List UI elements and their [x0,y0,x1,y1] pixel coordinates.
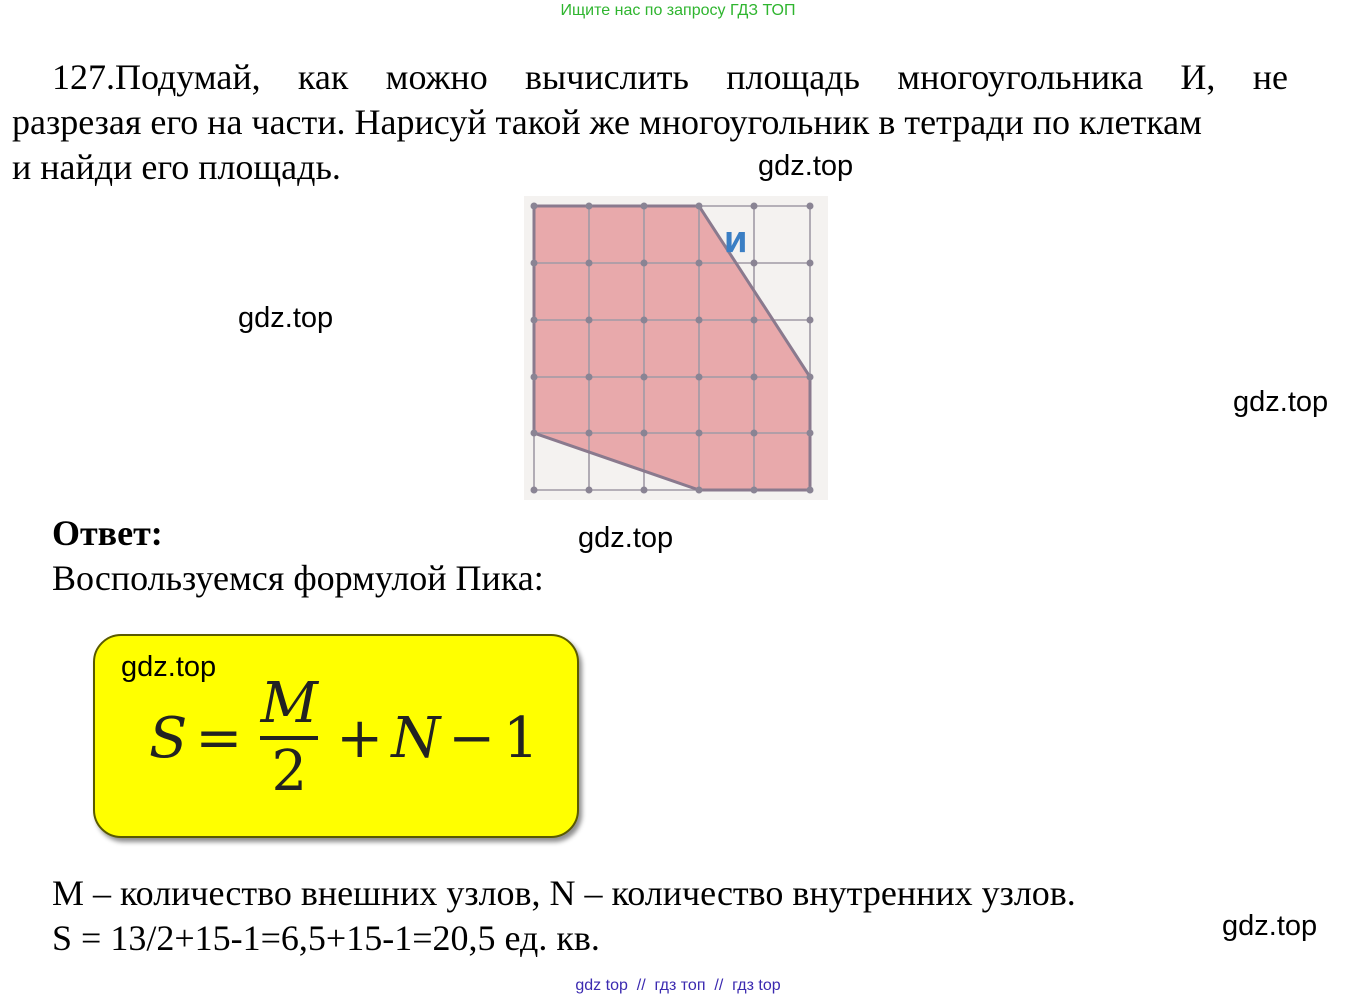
problem-word: И, [1180,57,1216,97]
grid-node [641,203,648,210]
formula-fraction [260,672,318,804]
grid-node [641,487,648,494]
watermark: gdz.top [1233,386,1329,418]
pick-formula [149,672,539,804]
grid-node [696,487,703,494]
polygon-label: И [724,226,748,259]
grid-node [807,374,814,381]
watermark: gdz.top [1222,910,1318,942]
watermark: gdz.top [758,150,854,182]
grid-node [751,487,758,494]
answer-label: Ответ: [52,513,163,553]
grid-node [641,374,648,381]
watermark: gdz.top [121,651,217,683]
formula-equals: = [195,705,243,771]
footer-links: gdz top // гдз топ // гдз top [575,977,781,994]
grid-node [586,260,593,267]
formula-one: 1 [503,705,539,771]
top-banner: Ищите нас по запросу ГДЗ ТОП [560,2,796,19]
formula-plus: + [336,705,384,771]
problem-line-3: и найди его площадь. [12,147,341,187]
grid-node [807,203,814,210]
grid-node [586,374,593,381]
problem-number: 127. [52,57,115,97]
grid-node [531,203,538,210]
grid-node [586,430,593,437]
grid-node [696,374,703,381]
grid-node [531,260,538,267]
grid-node [586,317,593,324]
grid-node [696,260,703,267]
problem-word: площадь [726,57,860,97]
formula-s: S [149,705,188,771]
grid-node [696,430,703,437]
answer-calculation: S = 13/2+15-1=6,5+15-1=20,5 ед. кв. [52,918,600,958]
problem-word: как [297,57,349,97]
problem-statement [12,55,1288,190]
grid-node [751,430,758,437]
grid-node [641,317,648,324]
answer-intro: Воспользуемся формулой Пика: [52,558,544,598]
grid-node [751,317,758,324]
grid-node [641,260,648,267]
grid-node [751,203,758,210]
watermark: gdz.top [578,522,674,554]
grid-node [807,260,814,267]
formula-n: N [391,705,441,771]
problem-word: многоугольника [897,57,1144,97]
grid-node [696,317,703,324]
answer-definition: M – количество внешних узлов, N – количество внутренних узлов. [52,873,1076,913]
polygon-figure [515,190,835,510]
formula-numerator: M [260,671,318,736]
formula-minus: − [448,705,496,771]
grid-node [751,260,758,267]
grid-node [531,317,538,324]
grid-node [807,317,814,324]
problem-word: 127.Подумай, [52,57,261,97]
watermark: gdz.top [238,302,334,334]
grid-node [531,374,538,381]
grid-node [531,487,538,494]
formula-denominator: 2 [271,739,308,804]
problem-word: вычислить [525,57,689,97]
grid-node [586,203,593,210]
problem-word: можно [385,57,488,97]
grid-node [807,487,814,494]
grid-node [696,203,703,210]
problem-line-2: разрезая его на части. Нарисуй такой же многоугольник в тетради по клеткам [12,102,1202,142]
problem-word: не [1252,57,1288,97]
formula-box [93,634,579,838]
grid-node [586,487,593,494]
grid-node [751,374,758,381]
grid-node [641,430,648,437]
grid-node [531,430,538,437]
grid-node [807,430,814,437]
problem-line-1 [12,55,1288,100]
